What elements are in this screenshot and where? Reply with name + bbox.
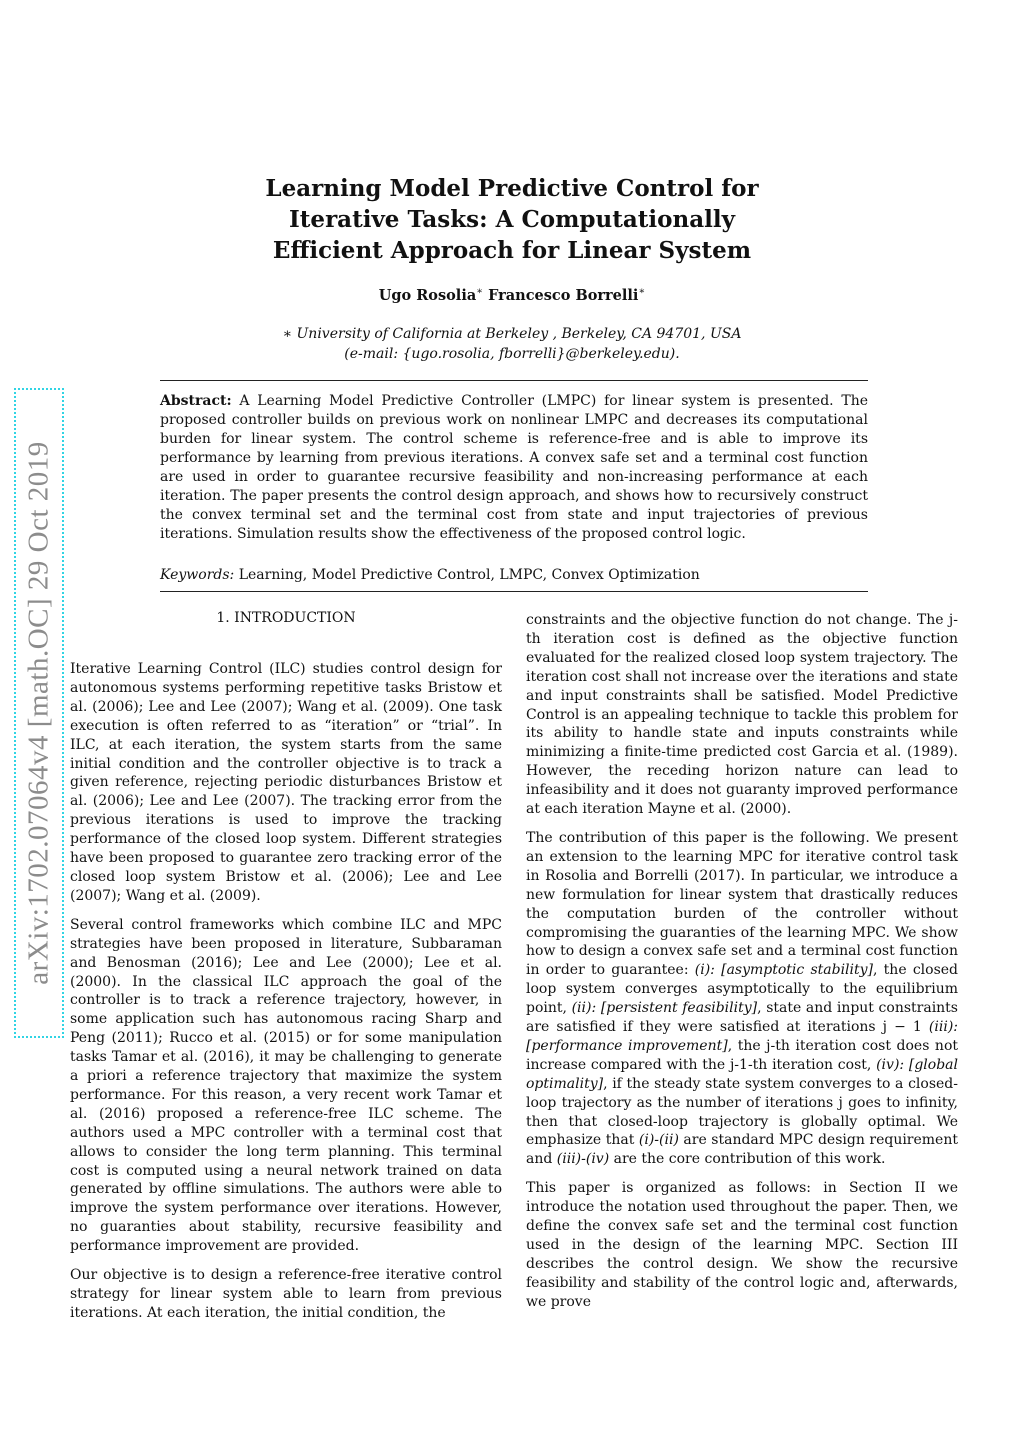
email-line: (e-mail: {ugo.rosolia, fborrelli}@berkeley.edu). [344, 346, 680, 362]
affiliation-mark: ∗ [476, 286, 484, 297]
affiliation [160, 324, 864, 364]
abstract-label: Abstract: [160, 393, 232, 409]
affiliation-mark: ∗ [638, 286, 646, 297]
paragraph: constraints and the objective function do not change. The j-th iteration cost is defined as the objective function evaluated for the realized closed loop system trajectory. The iteration cost shall not increase over the iterations and state and input constraints shall be satisfied. Model Predictive Control is an appealing technique to tackle this problem for its ability to handle state and inputs constraints while minimizing a finite-time predicted cost Garcia et al. (1989). However, the receding horizon nature can lead to infeasibility and it does not guaranty improved performance at each iteration Mayne et al. (2000). [526, 612, 958, 818]
paragraph: Iterative Learning Control (ILC) studies control design for autonomous systems performing repetitive tasks Bristow et al. (2006); Lee and Lee (2007); Wang et al. (2009). One task execution is often referred to as “iteration” or “trial”. In ILC, at each iteration, the system starts from the same initial condition and the controller objective is to track a given reference, rejecting periodic disturbances Bristow et al. (2006); Lee and Lee (2007). The tracking error from the previous iterations is used to improve the tracking performance of the closed loop system. Different strategies have been proposed to guarantee zero tracking error of the closed loop system Bristow et al. (2006); Lee and Lee (2007); Wang et al. (2009). [70, 661, 502, 904]
arxiv-stamp [14, 388, 64, 1038]
keywords [160, 567, 868, 583]
keywords-text: Learning, Model Predictive Control, LMPC, Convex Optimization [238, 567, 700, 583]
bottom-rule [160, 591, 868, 592]
authors [160, 286, 864, 304]
title-line: Learning Model Predictive Control for [265, 175, 759, 202]
paper-title [160, 173, 864, 266]
arxiv-identifier: arXiv:1702.07064v4 [math.OC] 29 Oct 2019 [22, 441, 55, 985]
author-name: Francesco Borrelli [488, 286, 639, 304]
title-line: Iterative Tasks: A Computationally [289, 206, 735, 233]
keywords-label: Keywords: [160, 567, 235, 583]
abstract-text: A Learning Model Predictive Controller (LMPC) for linear system is presented. The proposed controller builds on previous work on nonlinear LMPC and decreases its computational burden for linear system. The control scheme is reference-free and is able to improve its performance by learning from previous iterations. A convex safe set and a terminal cost function are used in order to guarantee recursive feasibility and non-increasing performance at each iteration. The paper presents the control design approach, and shows how to recursively construct the convex terminal set and the terminal cost from state and input trajectories of previous iterations. Simulation results show the effectiveness of the proposed control logic. [160, 393, 868, 542]
top-rule [160, 380, 868, 381]
title-line: Efficient Approach for Linear System [272, 237, 752, 264]
right-column [526, 611, 958, 1322]
left-column [70, 660, 502, 1333]
section-heading: 1. INTRODUCTION [216, 610, 356, 626]
paragraph: Several control frameworks which combine ILC and MPC strategies have been proposed in literature, Subbaraman and Benosman (2016); Lee and Lee (2000); Lee et al. (2000). In the classical ILC approach the goal of the controller is to track a reference trajectory, however, in some application such has autonomous racing Sharp and Peng (2011); Rucco et al. (2015) or for some manipulation tasks Tamar et al. (2016), it may be challenging to generate a priori a reference trajectory that maximize the system performance. For this reason, a very recent work Tamar et al. (2016) proposed a reference-free ILC scheme. The authors used a MPC controller with a terminal cost that allows to consider the long term planning. This terminal cost is computed using a neural network trained on data generated by offline simulations. The authors were able to improve the system performance over iterations. However, no guaranties about stability, recursive feasibility and performance improvement are provided. [70, 916, 502, 1255]
paragraph: This paper is organized as follows: in Section II we introduce the notation used throughout the paper. Then, we define the convex safe set and the terminal cost function used in the design of the learning MPC. Section III describes the control design. We show the recursive feasibility and stability of the control logic and, afterwards, we prove [526, 1180, 958, 1310]
abstract [160, 392, 868, 544]
affiliation-line: ∗ University of California at Berkeley , Berkeley, CA 94701, USA [282, 326, 742, 342]
paragraph: Our objective is to design a reference-free iterative control strategy for linear system able to learn from previous iterations. At each iteration, the initial condition, the [70, 1267, 502, 1321]
contribution-paragraph: The contribution of this paper is the following. We present an extension to the learning MPC for iterative control task in Rosolia and Borrelli (2017). In particular, we introduce a new formulation for linear system that drastically reduces the computation burden of the controller without compromising the guaranties of the learning MPC. We show how to design a convex safe set and a terminal cost function in order to guarantee: (i): [asymptotic stability], the closed loop system converges asymptotically to the equilibrium point, (ii): [persistent feasibility], state and input constraints are satisfied if they were satisfied at iterations j − 1 (iii): [performance improvement], the j-th iteration cost does not increase compared with the j-1-th iteration cost, (iv): [global optimality], if the steady state system converges to a closed-loop trajectory as the number of iterations j goes to infinity, then that closed-loop trajectory is globally optimal. We emphasize that (i)-(ii) are standard MPC design requirement and (iii)-(iv) are the core contribution of this work. [526, 829, 958, 1168]
author-name: Ugo Rosolia [378, 286, 477, 304]
